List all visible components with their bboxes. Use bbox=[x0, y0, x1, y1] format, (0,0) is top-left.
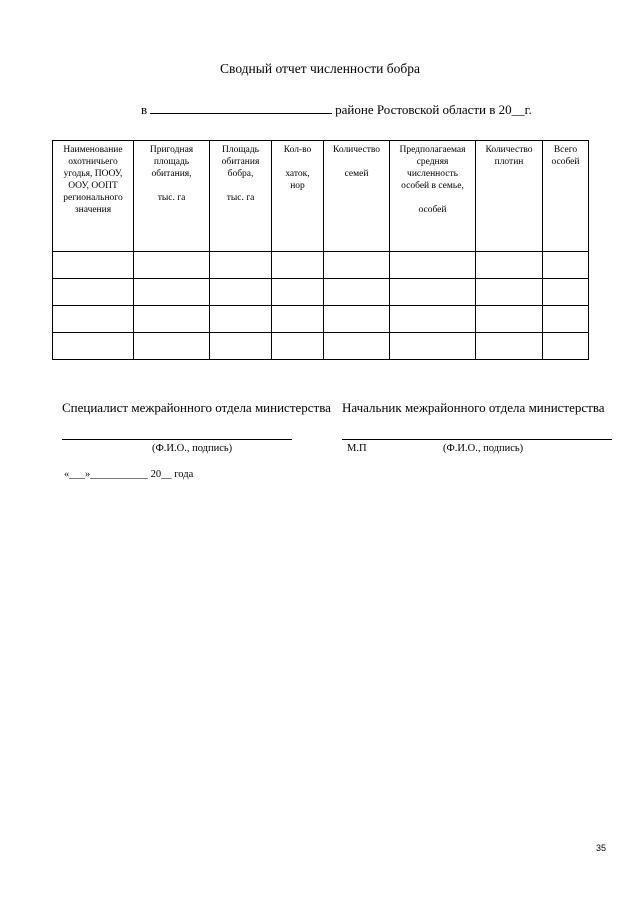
table-header-row bbox=[53, 141, 589, 252]
table-cell bbox=[390, 279, 476, 306]
report-table bbox=[52, 140, 589, 360]
column-header: Наименование охотничьего угодья, ПООУ, ООУ, ООПТ регионального значения bbox=[53, 141, 134, 252]
table-cell bbox=[543, 333, 589, 360]
table-cell bbox=[134, 306, 210, 333]
table-row bbox=[53, 333, 589, 360]
table-cell bbox=[210, 279, 272, 306]
table-cell bbox=[543, 252, 589, 279]
column-header: Всего особей bbox=[543, 141, 589, 252]
table-cell bbox=[324, 252, 390, 279]
table-cell bbox=[272, 252, 324, 279]
table-cell bbox=[476, 279, 543, 306]
table-row bbox=[53, 279, 589, 306]
head-title: Начальник межрайонного отдела министерства bbox=[342, 400, 605, 415]
table-cell bbox=[272, 333, 324, 360]
date-line: «___»___________ 20__ года bbox=[64, 469, 194, 480]
table-cell bbox=[134, 252, 210, 279]
table-cell bbox=[210, 252, 272, 279]
table-cell bbox=[390, 252, 476, 279]
table-cell bbox=[476, 306, 543, 333]
table-cell bbox=[134, 279, 210, 306]
table-cell bbox=[476, 333, 543, 360]
table-cell bbox=[324, 306, 390, 333]
column-header: Кол-во хаток, нор bbox=[272, 141, 324, 252]
table-cell bbox=[53, 279, 134, 306]
head-signature-line bbox=[342, 439, 612, 440]
subtitle bbox=[141, 102, 532, 118]
specialist-title: Специалист межрайонного отдела министерства bbox=[62, 400, 331, 415]
table-cell bbox=[272, 306, 324, 333]
page-title: Сводный отчет численности бобра bbox=[220, 61, 420, 76]
column-header: Пригодная площадь обитания, тыс. га bbox=[134, 141, 210, 252]
head-signature-caption: (Ф.И.О., подпись) bbox=[443, 443, 524, 454]
table-cell bbox=[324, 279, 390, 306]
district-blank-line bbox=[150, 102, 332, 114]
table-cell bbox=[390, 306, 476, 333]
subtitle-prefix: в bbox=[141, 102, 148, 117]
table-cell bbox=[134, 333, 210, 360]
table-cell bbox=[53, 333, 134, 360]
stamp-place-label: М.П bbox=[347, 443, 367, 454]
table-cell bbox=[543, 306, 589, 333]
table-cell bbox=[210, 333, 272, 360]
column-header: Площадь обитания бобра, тыс. га bbox=[210, 141, 272, 252]
table-cell bbox=[210, 306, 272, 333]
table-cell bbox=[543, 279, 589, 306]
table-cell bbox=[476, 252, 543, 279]
table-cell bbox=[53, 252, 134, 279]
column-header: Количество плотин bbox=[476, 141, 543, 252]
table-cell bbox=[324, 333, 390, 360]
specialist-signature-caption: (Ф.И.О., подпись) bbox=[152, 443, 233, 454]
specialist-signature-line bbox=[62, 439, 292, 440]
subtitle-suffix: районе Ростовской области в 20__г. bbox=[335, 102, 532, 117]
table-row bbox=[53, 252, 589, 279]
column-header: Количество семей bbox=[324, 141, 390, 252]
column-header: Предполагаемая средняя численность особей в семье, особей bbox=[390, 141, 476, 252]
page-number: 35 bbox=[596, 843, 607, 853]
table-cell bbox=[53, 306, 134, 333]
table-cell bbox=[272, 279, 324, 306]
table-cell bbox=[390, 333, 476, 360]
table-row bbox=[53, 306, 589, 333]
